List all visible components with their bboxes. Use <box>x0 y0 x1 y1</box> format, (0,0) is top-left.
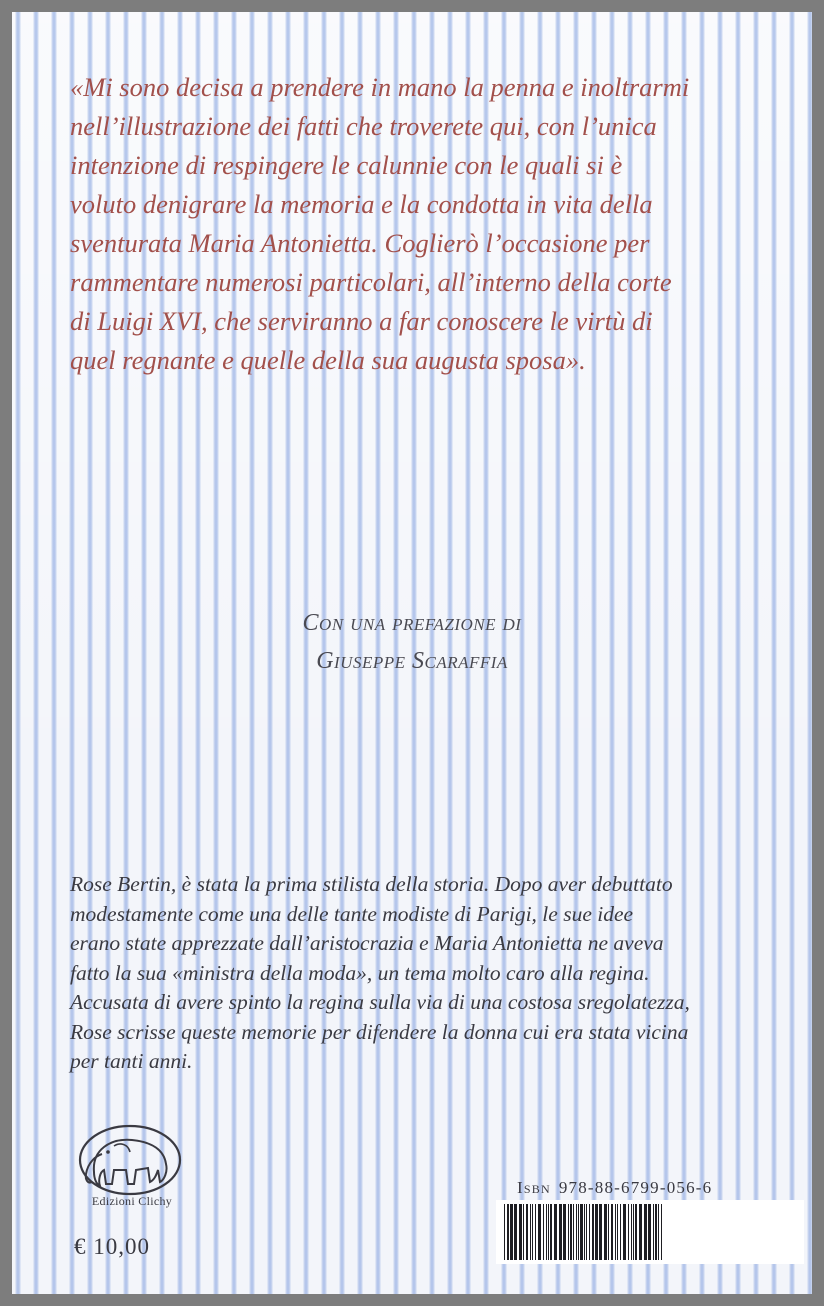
preface-label: Con una prefazione di <box>302 610 522 636</box>
quote-line: «Mi sono decisa a prendere in mano la penna e inoltrarmi <box>70 72 690 102</box>
barcode-bar <box>546 1204 547 1260</box>
barcode-bar <box>635 1204 637 1260</box>
barcode-bar <box>589 1204 590 1260</box>
isbn-label: Isbn <box>517 1178 551 1197</box>
barcode-bar <box>507 1204 509 1260</box>
blurb-line: Accusata di avere spinto la regina sulla via di una costosa sregolatezza, <box>70 990 690 1014</box>
blurb-line: Rose Bertin, è stata la prima stilista della storia. Dopo aver debuttato <box>70 872 673 896</box>
barcode-bar <box>644 1204 647 1260</box>
barcode-bar <box>548 1204 549 1260</box>
barcode-bar <box>554 1204 557 1260</box>
barcode-bar <box>611 1204 613 1260</box>
isbn-number: 978-88-6799-056-6 <box>558 1178 713 1197</box>
quote-line: quel regnante e quelle della sua augusta sposa». <box>70 345 586 375</box>
barcode-bar <box>608 1204 609 1260</box>
barcode-bar <box>592 1204 594 1260</box>
barcode-bar <box>584 1204 585 1260</box>
quote-line: sventurata Maria Antonietta. Coglierò l’occasione per <box>70 228 650 258</box>
quote-line: rammentare numerosi particolari, all’interno della corte <box>70 267 672 297</box>
barcode-bar <box>538 1204 541 1260</box>
blurb-line: Rose scrisse queste memorie per difendere la donna cui era stata vicina <box>70 1019 689 1044</box>
publisher-name: Edizioni Clichy <box>91 1194 173 1208</box>
price-label: € 10,00 <box>74 1234 150 1259</box>
barcode-bar <box>573 1204 574 1260</box>
barcode-bar <box>526 1204 528 1260</box>
barcode-bar <box>530 1204 531 1260</box>
barcode-bar <box>504 1204 505 1260</box>
barcode-bar <box>655 1204 657 1260</box>
barcode-bar <box>623 1204 626 1260</box>
barcode-bar <box>620 1204 621 1260</box>
cover-quote <box>70 68 770 380</box>
isbn-line <box>517 1178 712 1198</box>
barcode-bar <box>658 1204 659 1260</box>
barcode-bar <box>586 1204 587 1260</box>
quote-line: nell’illustrazione dei fatti che troverete qui, con l’unica <box>70 111 657 141</box>
barcode-bar <box>559 1204 562 1260</box>
barcode-bar <box>633 1204 634 1260</box>
blurb-line: per tanti anni. <box>70 1049 193 1073</box>
barcode-bar <box>615 1204 616 1260</box>
quote-line: di Luigi XVI, che serviranno a far conoscere le virtù di <box>70 306 653 336</box>
barcode-bar <box>535 1204 536 1260</box>
barcode-bar <box>523 1204 524 1260</box>
barcode-bar <box>661 1204 662 1260</box>
blurb-line: erano state apprezzate dall’aristocrazia e Maria Antonietta ne aveva <box>70 931 664 955</box>
book-description <box>70 870 770 1077</box>
preface-credit <box>12 604 812 680</box>
barcode-bar <box>550 1204 552 1260</box>
barcode-bar <box>510 1204 513 1260</box>
barcode-bar <box>617 1204 618 1260</box>
preface-author: Giuseppe Scaraffia <box>316 648 508 674</box>
blurb-line: modestamente come una delle tante modiste di Parigi, le sue idee <box>70 901 634 926</box>
barcode-bar <box>653 1204 654 1260</box>
quote-line: intenzione di respingere le calunnie con le quali si è <box>70 150 623 180</box>
barcode-bar <box>648 1204 651 1260</box>
barcode-bar <box>532 1204 533 1260</box>
barcode-bar <box>578 1204 579 1260</box>
barcode-bar <box>563 1204 566 1260</box>
barcode-bar <box>576 1204 577 1260</box>
barcode-bar <box>568 1204 569 1260</box>
barcode-bar <box>580 1204 583 1260</box>
barcode-bar <box>604 1204 607 1260</box>
barcode-bar <box>599 1204 602 1260</box>
barcode-bar <box>514 1204 517 1260</box>
barcode-bar <box>595 1204 598 1260</box>
barcode-bar <box>519 1204 522 1260</box>
book-back-cover <box>12 12 812 1294</box>
barcode <box>496 1200 804 1264</box>
barcode-bar <box>570 1204 572 1260</box>
barcode-bars <box>502 1204 798 1260</box>
barcode-bar <box>543 1204 544 1260</box>
quote-line: voluto denigrare la memoria e la condotta in vita della <box>70 189 653 219</box>
barcode-bar <box>631 1204 632 1260</box>
barcode-bar <box>639 1204 642 1260</box>
barcode-bar <box>628 1204 629 1260</box>
blurb-line: fatto la sua «ministra della moda», un tema molto caro alla regina. <box>70 960 650 985</box>
